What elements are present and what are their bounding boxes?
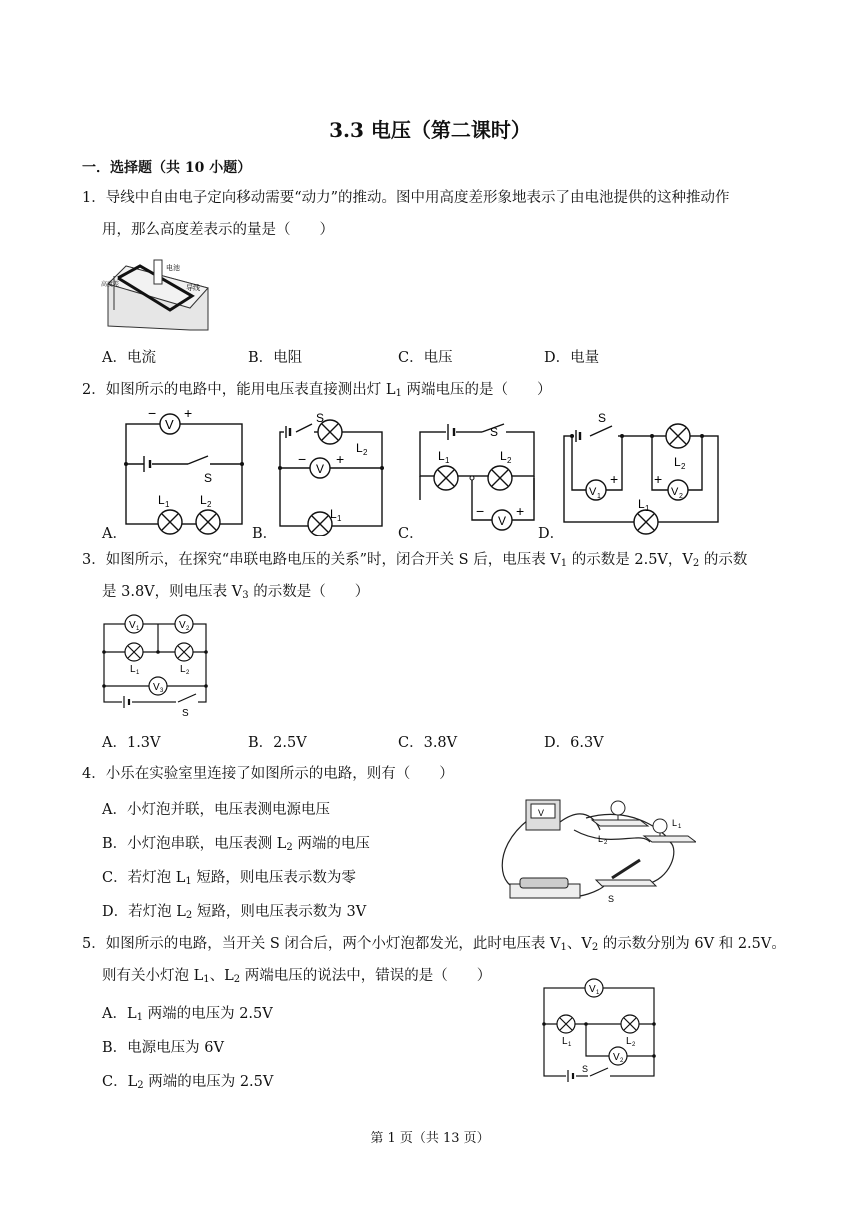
svg-text:−: − [148, 405, 157, 421]
q3-option-d[interactable]: D．6.3V [544, 735, 604, 751]
svg-text:L: L [598, 834, 604, 844]
svg-text:V: V [613, 1052, 620, 1063]
svg-text:S: S [608, 894, 615, 904]
svg-text:+: + [654, 471, 663, 487]
question-1-line-1: 1．导线中自由电子定向移动需要“动力”的推动。图中用高度差形象地表示了由电池提供的这种推动作 [82, 190, 730, 206]
q1-option-b[interactable]: B．电阻 [248, 350, 303, 366]
svg-text:S: S [316, 412, 325, 425]
q2-circuit-c[interactable] [416, 408, 540, 536]
svg-text:V: V [498, 514, 507, 528]
svg-text:1: 1 [596, 990, 600, 996]
svg-text:L: L [330, 507, 337, 521]
page-title: 3.3 电压（第二课时） [329, 118, 531, 142]
q1-option-d[interactable]: D．电量 [544, 350, 600, 366]
svg-text:1: 1 [136, 626, 140, 632]
svg-text:2: 2 [507, 456, 512, 465]
question-3-line-2: 是 3.8V，则电压表 $V_3$ 的示数是（ ） [102, 584, 370, 601]
svg-text:V: V [589, 486, 597, 498]
svg-text:2: 2 [620, 1058, 624, 1064]
svg-text:1: 1 [568, 1042, 572, 1048]
svg-text:1: 1 [337, 514, 342, 523]
svg-text:V: V [538, 808, 545, 818]
svg-text:1: 1 [645, 504, 650, 513]
svg-text:1: 1 [445, 456, 450, 465]
svg-text:−: − [476, 503, 485, 519]
svg-text:2: 2 [679, 493, 683, 500]
q3-series-circuit [98, 612, 212, 718]
svg-text:L: L [200, 493, 207, 507]
height-label: 高度差 [101, 282, 120, 288]
q1-height-difference-figure [100, 252, 212, 332]
q3-option-c[interactable]: C．3.8V [398, 735, 458, 751]
wire-label: 导线 [186, 285, 200, 292]
svg-text:S: S [204, 471, 213, 485]
svg-text:1: 1 [597, 493, 601, 500]
svg-text:L: L [562, 1036, 568, 1047]
svg-text:L: L [438, 449, 445, 463]
svg-text:1: 1 [678, 824, 682, 830]
q4-lab-circuit-figure [500, 790, 696, 908]
q2-option-d[interactable]: D． [538, 526, 565, 542]
q4-option-c[interactable]: C．若灯泡 $L_1$ 短路，则电压表示数为零 [102, 870, 356, 887]
q4-option-a[interactable]: A．小灯泡并联，电压表测电源电压 [102, 802, 330, 818]
q5-circuit-figure [538, 978, 660, 1084]
battery-label: 电池 [166, 265, 180, 272]
question-5-line-1: 5．如图所示的电路，当开关 S 闭合后，两个小灯泡都发光，此时电压表 $V_1$、$V_2$ 的示数分别为 6V 和 2.5V。 [82, 936, 786, 953]
svg-text:V: V [153, 682, 160, 693]
question-1-line-2: 用，那么高度差表示的量是（ ） [102, 222, 334, 238]
svg-text:L: L [672, 818, 678, 828]
svg-text:+: + [516, 503, 525, 519]
svg-text:+: + [336, 451, 345, 467]
svg-text:L: L [158, 493, 165, 507]
q2-circuit-a[interactable] [118, 404, 248, 536]
svg-text:V: V [316, 462, 325, 476]
svg-text:2: 2 [681, 462, 686, 471]
svg-text:1: 1 [136, 670, 140, 676]
svg-text:3: 3 [160, 688, 164, 694]
q3-option-a[interactable]: A．1.3V [102, 735, 161, 751]
svg-text:V: V [129, 620, 136, 631]
svg-text:L: L [674, 455, 681, 469]
svg-text:V: V [179, 620, 186, 631]
svg-text:L: L [180, 664, 186, 675]
svg-text:S: S [490, 425, 499, 439]
svg-text:+: + [184, 405, 193, 421]
svg-text:2: 2 [186, 626, 190, 632]
svg-text:L: L [356, 441, 363, 455]
svg-text:L: L [638, 497, 645, 511]
svg-text:2: 2 [207, 500, 212, 509]
q1-option-c[interactable]: C．电压 [398, 350, 453, 366]
svg-text:2: 2 [632, 1042, 636, 1048]
q2-option-c[interactable]: C． [398, 526, 424, 542]
section-heading: 一．选择题（共 10 小题） [82, 160, 252, 176]
svg-text:S: S [582, 1064, 589, 1074]
q5-option-c[interactable]: C．$L_2$ 两端的电压为 2.5V [102, 1074, 274, 1091]
q5-option-b[interactable]: B．电源电压为 6V [102, 1040, 224, 1056]
q2-option-a[interactable]: A． [102, 526, 127, 542]
q4-option-d[interactable]: D．若灯泡 $L_2$ 短路，则电压表示数为 3V [102, 904, 367, 921]
svg-text:S: S [598, 412, 607, 425]
svg-text:V: V [589, 984, 596, 995]
q5-option-a[interactable]: A．$L_1$ 两端的电压为 2.5V [102, 1006, 273, 1023]
q3-option-b[interactable]: B．2.5V [248, 735, 307, 751]
question-5-line-2: 则有关小灯泡 $L_1$、$L_2$ 两端电压的说法中，错误的是（ ） [102, 968, 492, 985]
svg-text:+: + [610, 471, 619, 487]
svg-text:S: S [182, 708, 189, 718]
q2-option-b[interactable]: B． [252, 526, 278, 542]
svg-text:L: L [500, 449, 507, 463]
q2-circuit-b[interactable] [270, 412, 390, 536]
svg-text:L: L [130, 664, 136, 675]
svg-text:V: V [671, 486, 679, 498]
q2-circuit-d[interactable] [556, 412, 726, 536]
svg-text:2: 2 [186, 670, 190, 676]
svg-text:1: 1 [165, 500, 170, 509]
question-3-line-1: 3．如图所示，在探究“串联电路电压的关系”时，闭合开关 S 后，电压表 $V_1$ 的示数是 2.5V，$V_2$ 的示数 [82, 552, 748, 569]
question-4-text: 4．小乐在实验室里连接了如图所示的电路，则有（ ） [82, 766, 454, 782]
q4-option-b[interactable]: B．小灯泡串联，电压表测 $L_2$ 两端的电压 [102, 836, 370, 853]
q1-option-a[interactable]: A．电流 [102, 350, 156, 366]
question-2-text: 2．如图所示的电路中，能用电压表直接测出灯 $L_1$ 两端电压的是（ ） [82, 382, 552, 399]
page-footer: 第 1 页（共 13 页） [370, 1131, 490, 1146]
svg-text:V: V [165, 417, 174, 432]
svg-text:2: 2 [604, 840, 608, 846]
svg-text:2: 2 [363, 448, 368, 457]
svg-text:−: − [298, 451, 307, 467]
svg-text:L: L [626, 1036, 632, 1047]
